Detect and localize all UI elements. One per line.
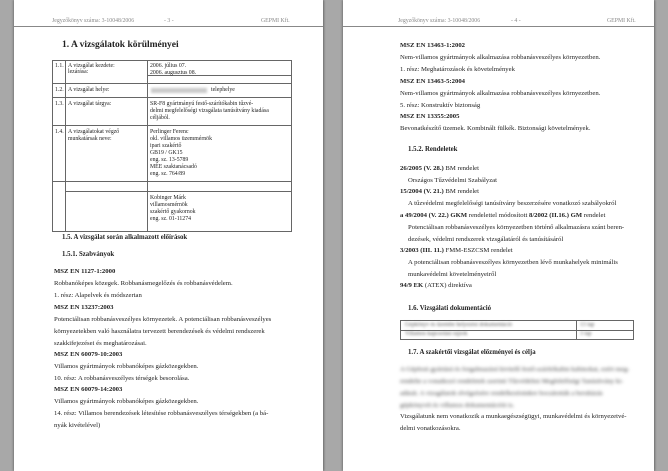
decree-code: 3/2003 (III. 11.) FMM-ESZCSM rendelet [400,247,513,254]
documentation-table [400,320,634,340]
standard-code: MSZ EN 13237:2003 [54,304,114,311]
standard-code: MSZ EN 60079-10:2003 [54,351,123,358]
document-page-4 [343,0,654,471]
standard-line: 1. rész: Meghatározások és követelmények [400,66,515,73]
row-value: GB19 / GK15 [150,150,183,156]
row-number: 1.1. [55,63,64,69]
paragraph-line: delmi vonatkozásokra. [400,425,461,432]
standard-line: Robbanóképes közegek. Robbanásmegelőzés és robbanásvédelem. [54,280,233,287]
header-divider [343,26,654,27]
standard-line: Nem-villamos gyártmányok alkalmazása robbanásveszélyes környezetben. [400,54,601,61]
page-number: - 3 - [164,18,174,24]
section-heading: 1.5. A vizsgálat során alkalmazott előírások [62,234,188,241]
row-value: Kobinger Márk [150,195,186,201]
page-number: - 4 - [511,18,521,24]
row-value: szakértő gyakornok [150,209,196,215]
doc-label: Gépkönyv és üzembe helyezési dokumentáció [405,322,513,328]
standard-line: Bevonatkészítő üzemek. Kombinált fülkék. Biztonsági követelmények. [400,125,591,132]
standard-line: 14. rész: Villamos berendezések létesítése robbanásveszélyes térségekben (a bá- [54,410,269,417]
decree-line: Potenciálisan robbanásveszélyes környezetben történő alkalmazásra szánt beren- [408,224,625,231]
row-value: SR-F8 gyártmányú festő-szárítókabin tűzvé- [150,101,254,107]
row-value: MÉE szaktanácsadó [150,164,197,170]
standard-line: nyák kivételével) [54,422,101,429]
standard-line: 5. rész: Konstruktív biztonság [400,102,481,109]
page-header-left: Jegyzőkönyv száma: 3-10048/2006 [52,18,135,24]
standard-code: MSZ EN 13463-5:2004 [400,78,466,85]
standard-line: Villamos gyártmányok robbanóképes gázközegekben. [54,398,199,405]
row-value: villamosmérnök [150,202,188,208]
row-number: 1.4. [55,129,64,135]
doc-value: 3 lap [580,331,592,337]
paragraph-line: Vizsgálatunk nem vonatkozik a munkaegészségügyi, munkavédelmi és környezetvé- [400,413,627,420]
row-label: munkatársak neve: [68,136,112,142]
section-heading: 1.7. A szakértői vizsgálat előzményei és célja [408,349,536,356]
decree-line: A potenciálisan robbanásveszélyes környezetben lévő munkahelyek minimális [408,259,618,266]
decree-code: 15/2004 (V. 21.) BM rendelet [400,188,480,195]
subsection-heading: 1.5.2. Rendeletek [408,146,458,153]
blurred-text-line: rendelte a vonatkozó rendeletek szerinti Tűzvédelmi Megfelelőségi Tanúsítvány ki- [400,378,624,385]
standard-line: Nem-villamos gyártmányok alkalmazása robbanásveszélyes környezetben. [400,90,601,97]
standard-line: 10. rész: A robbanásveszélyes térségek besorolása. [54,375,190,382]
row-label: A vizsgálat kezdete: [68,63,115,69]
page-header-right: GEPMI Kft. [261,18,290,24]
blurred-text-line: A Gépfesti gyártású és forgalmazású kivitelű festő-szárítókabin kabinokat, ezért meg- [400,366,630,373]
doc-label: Villamos kapcsolási rajzok [405,331,468,337]
standard-line: környezetekben való használatra tervezett berendezések és védelmi rendszerek [54,328,265,335]
standard-line: 1. rész: Alapelvek és módszertan [54,292,142,299]
row-label: A vizsgálat tárgya: [68,101,112,107]
document-page-3 [14,0,323,471]
row-value: céljából. [150,115,170,121]
row-value: okl. villamos üzemmérnök [150,136,212,142]
decree-code: a 49/2004 (V. 22.) GKM rendelettel módosított 8/2002 (II.16.) GM rendelet [400,212,606,219]
row-value: ipari szakértő [150,143,182,149]
blurred-text-line: gépkönyvét és villamos dokumentációit is. [400,402,515,409]
decree-code: 94/9 EK (ATEX) direktíva [400,282,472,289]
row-value: Perlinger Ferenc [150,129,189,135]
row-number: 1.2. [55,87,64,93]
standard-code: MSZ EN 1127-1:2000 [54,268,116,275]
standard-code: MSZ EN 13355:2005 [400,113,460,120]
blurred-text-line: adását. A vizsgálatok elvégzésére rendelkezésünkre bocsátották a beruházás [400,390,603,397]
decree-line: munkavédelmi követelményeiről [408,271,497,278]
row-value: eng. sz. 13-5789 [150,157,189,163]
standard-code: MSZ EN 60079-14:2003 [54,386,123,393]
header-divider [14,26,323,27]
conditions-table [52,60,292,232]
row-value: telephelye [211,87,235,93]
standard-line: szakkifejezései és meghatározásai. [54,340,147,347]
section-heading: 1.6. Vizsgálati dokumentáció [408,305,492,312]
row-label: A vizsgálat helye: [68,87,110,93]
row-value: 2006. július 07. [150,63,187,69]
subsection-heading: 1.5.1. Szabványok [62,251,115,258]
row-value: delmi megfelelőségi vizsgálata tanúsítvány kiadása [150,108,269,114]
page-header-left: Jegyzőkönyv száma: 3-10048/2006 [398,18,481,24]
decree-code: 26/2005 (V. 28.) BM rendelet [400,165,480,172]
row-label: lezárása: [68,69,89,75]
row-value: eng. sz. 764/89 [150,171,186,177]
standard-code: MSZ EN 13463-1:2002 [400,42,466,49]
row-value: eng. sz. 01-11274 [150,216,191,222]
doc-value: 13 lap [580,322,595,328]
page-header-right: GEPMI Kft. [607,18,636,24]
decree-line: dezések, védelmi rendszerek vizsgálatáról és tanúsításáról [408,236,564,243]
standard-line: Potenciálisan robbanásveszélyes környezetek. A potenciálisan robbanásveszélyes [54,316,272,323]
row-value: 2006. augusztus 08. [150,70,197,76]
decree-line: A tűzvédelmi megfelelőségi tanúsítvány beszerzésére vonatkozó szabályokról [408,200,617,207]
row-label: A vizsgálatokat végző [68,129,120,135]
standard-line: Villamos gyártmányok robbanóképes gázközegekben. [54,363,199,370]
redacted-company [151,88,207,93]
row-number: 1.3. [55,101,64,107]
decree-line: Országos Tűzvédelmi Szabályzat [408,177,498,184]
section-title: 1. A vizsgálatok körülményei [62,40,179,50]
